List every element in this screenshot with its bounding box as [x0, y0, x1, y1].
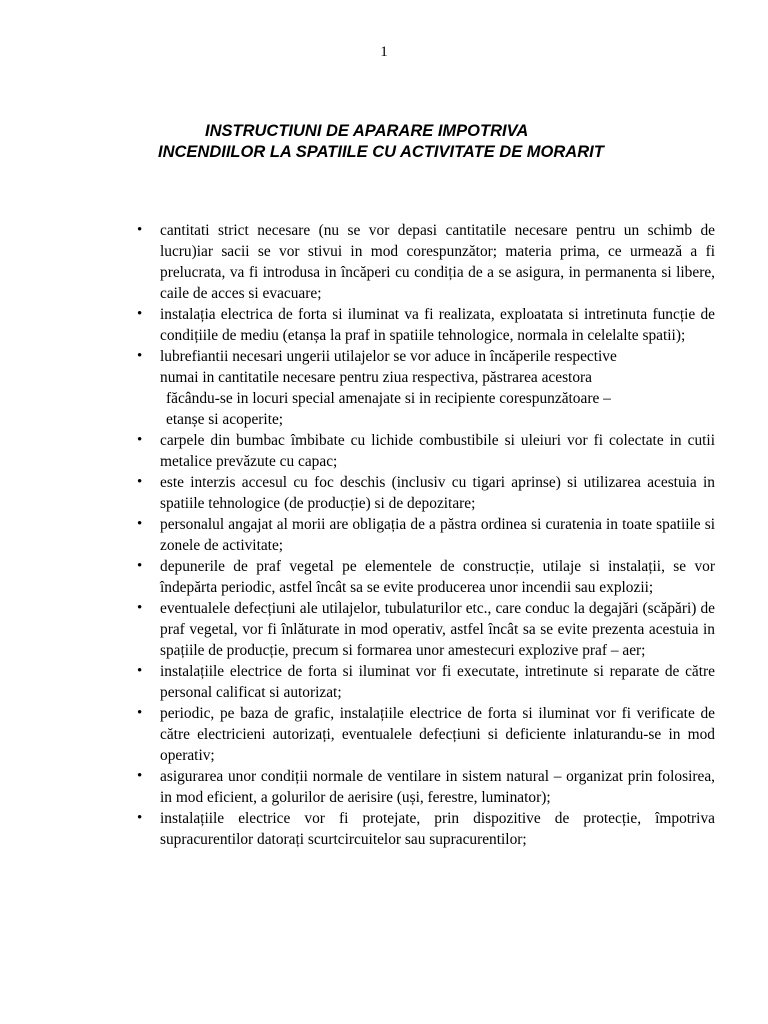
document-title: [0, 121, 768, 163]
list-item-text: personalul angajat al morii are obligația de a păstra ordinea si curatenia in toate spatiile si zonele de activitate;: [160, 516, 715, 554]
list-item: [135, 346, 715, 430]
list-item: [135, 472, 715, 514]
list-item-text: instalațiile electrice vor fi protejate, prin dispozitive de protecție, împotriva supracurentilor datorați scurtcircuitelor sau supracurentilor;: [160, 810, 715, 848]
bullet-icon: •: [137, 222, 143, 238]
list-item: [135, 304, 715, 346]
bullet-icon: •: [137, 663, 143, 679]
list-item: [135, 220, 715, 304]
list-item-text: asigurarea unor condiții normale de ventilare in sistem natural – organizat prin folosirea, in mod eficient, a golurilor de aerisire (uși, ferestre, luminator);: [160, 768, 715, 806]
title-line-1: INSTRUCTIUNI DE APARARE IMPOTRIVA: [205, 122, 529, 140]
bullet-icon: •: [137, 348, 143, 364]
instruction-list: [135, 220, 715, 850]
bullet-icon: •: [137, 306, 143, 322]
list-item: [135, 661, 715, 703]
bullet-icon: •: [137, 705, 143, 721]
bullet-icon: •: [137, 600, 143, 616]
bullet-icon: •: [137, 768, 143, 784]
bullet-icon: •: [137, 810, 143, 826]
bullet-icon: •: [137, 558, 143, 574]
list-item: [135, 514, 715, 556]
bullet-icon: •: [137, 474, 143, 490]
list-item-text: instalația electrica de forta si iluminat va fi realizata, exploatata si intretinuta funcție de condițiile de mediu (etanșa la praf in spatiile tehnologice, normala in celelalte spatii);: [160, 306, 715, 344]
list-item-text: depunerile de praf vegetal pe elementele de construcție, utilaje si instalații, se vor îndepărta periodic, astfel încât sa se evite producerea unor incendii sau explozii;: [160, 558, 715, 596]
list-item-line: etanșe si acoperite;: [166, 411, 284, 428]
list-item-text: eventualele defecțiuni ale utilajelor, tubulaturilor etc., care conduc la degajări (scăpări) de praf vegetal, vor fi înlăturate in mod operativ, astfel încât sa se evite prezenta acestuia in spațiile de producție, precum si formarea unor amestecuri explozive praf – aer;: [160, 600, 715, 659]
list-item: [135, 766, 715, 808]
list-item: [135, 430, 715, 472]
bullet-icon: •: [137, 516, 143, 532]
list-item-text: este interzis accesul cu foc deschis (inclusiv cu tigari aprinse) si utilizarea acestuia in spatiile tehnologice (de producție) si de depozitare;: [160, 474, 715, 512]
list-item-text: carpele din bumbac îmbibate cu lichide combustibile si uleiuri vor fi colectate in cutii metalice prevăzute cu capac;: [160, 432, 715, 470]
list-item-line: lubrefiantii necesari ungerii utilajelor se vor aduce in încăperile respective: [160, 348, 617, 365]
list-item-line: numai in cantitatile necesare pentru ziua respectiva, păstrarea acestora: [160, 369, 592, 386]
list-item: [135, 556, 715, 598]
bullet-icon: •: [137, 432, 143, 448]
list-item-text: [160, 346, 715, 430]
title-line-2: INCENDIILOR LA SPATIILE CU ACTIVITATE DE MORARIT: [158, 143, 604, 161]
page-number: 1: [380, 44, 388, 60]
list-item-text: cantitati strict necesare (nu se vor depasi cantitatile necesare pentru un schimb de lucru)iar sacii se vor stivui in mod corespunzător; materia prima, ce urmează a fi prelucrata, va fi introdusa in încăperi cu condiția de a se asigura, in permanenta si libere, caile de acces si evacuare;: [160, 222, 715, 302]
list-item-text: instalațiile electrice de forta si iluminat vor fi executate, intretinute si reparate de către personal calificat si autorizat;: [160, 663, 715, 701]
list-item: [135, 808, 715, 850]
list-item: [135, 703, 715, 766]
list-item: [135, 598, 715, 661]
list-item-line: făcându-se in locuri special amenajate si in recipiente corespunzătoare –: [166, 390, 611, 407]
list-item-text: periodic, pe baza de grafic, instalațiile electrice de forta si iluminat vor fi verificate de către electricieni autorizați, eventualele defecțiuni si deficiente inlaturandu-se in mod operativ;: [160, 705, 715, 764]
